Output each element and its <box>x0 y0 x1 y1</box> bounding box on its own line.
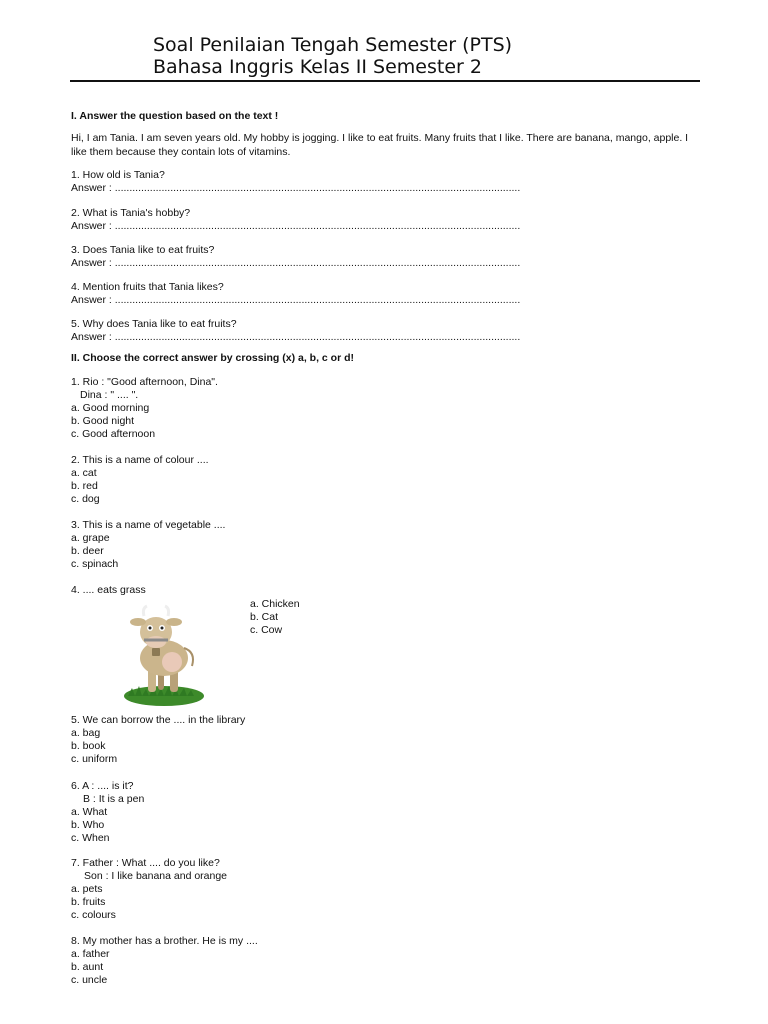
mc-option: c. uncle <box>71 974 108 986</box>
mc-question-2: 2. This is a name of colour .... <box>71 454 209 466</box>
mc-option: b. Who <box>71 819 105 831</box>
mc-question-3: 3. This is a name of vegetable .... <box>71 519 226 531</box>
mc-option: b. fruits <box>71 896 106 908</box>
header-title: Soal Penilaian Tengah Semester (PTS) <box>153 34 513 56</box>
mc-option: a. cat <box>71 467 97 479</box>
mc-question-8: 8. My mother has a brother. He is my .... <box>71 935 258 947</box>
section2-heading: II. Choose the correct answer by crossing (x) a, b, c or d! <box>71 352 354 364</box>
mc-question-4: 4. .... eats grass <box>71 584 146 596</box>
mc-option: c. colours <box>71 909 116 921</box>
answer-line-4: Answer : ........................................................................................................................................... <box>71 294 521 306</box>
answer-line-1: Answer : ........................................................................................................................................... <box>71 182 521 194</box>
essay-question-2: 2. What is Tania's hobby? <box>71 207 191 219</box>
header-subtitle: Bahasa Inggris Kelas II Semester 2 <box>153 56 482 78</box>
mc-option: c. dog <box>71 493 100 505</box>
essay-question-4: 4. Mention fruits that Tania likes? <box>71 281 224 293</box>
cow-illustration <box>122 604 206 708</box>
mc-option: b. aunt <box>71 961 104 973</box>
section1-heading: I. Answer the question based on the text ! <box>71 110 279 122</box>
mc-question-1-line2: Dina : " .... ". <box>80 389 139 401</box>
essay-question-3: 3. Does Tania like to eat fruits? <box>71 244 215 256</box>
answer-line-3: Answer : ........................................................................................................................................... <box>71 257 521 269</box>
mc-option: a. grape <box>71 532 110 544</box>
answer-line-5: Answer : ........................................................................................................................................... <box>71 331 521 343</box>
mc-option: a. Good morning <box>71 402 150 414</box>
mc-option: a. father <box>71 948 110 960</box>
section1-reading-text: Hi, I am Tania. I am seven years old. My hobby is jogging. I like to eat fruits. Many fruits that I like. There are banana, mango, apple. I like them because they contain lots of vitamins. <box>71 132 689 158</box>
essay-question-5: 5. Why does Tania like to eat fruits? <box>71 318 237 330</box>
mc-question-6: 6. A : .... is it? <box>71 780 134 792</box>
mc-option: b. book <box>71 740 106 752</box>
mc-option: c. spinach <box>71 558 119 570</box>
mc-option: c. Cow <box>250 624 283 636</box>
header-divider <box>70 80 700 82</box>
mc-question-7: 7. Father : What .... do you like? <box>71 857 220 869</box>
mc-option: b. Good night <box>71 415 135 427</box>
mc-option: a. What <box>71 806 108 818</box>
mc-option: a. Chicken <box>250 598 300 610</box>
essay-question-1: 1. How old is Tania? <box>71 169 165 181</box>
mc-option: c. When <box>71 832 110 844</box>
mc-question-5: 5. We can borrow the .... in the library <box>71 714 246 726</box>
document-header <box>153 34 512 78</box>
mc-option: a. bag <box>71 727 101 739</box>
mc-option: c. uniform <box>71 753 118 765</box>
answer-line-2: Answer : ........................................................................................................................................... <box>71 220 521 232</box>
mc-question-1: 1. Rio : "Good afternoon, Dina". <box>71 376 218 388</box>
mc-option: b. deer <box>71 545 104 557</box>
mc-question-7-line2: Son : I like banana and orange <box>84 870 228 882</box>
mc-question-6-line2: B : It is a pen <box>83 793 145 805</box>
mc-option: b. Cat <box>250 611 279 623</box>
mc-option: b. red <box>71 480 98 492</box>
mc-option: a. pets <box>71 883 103 895</box>
mc-option: c. Good afternoon <box>71 428 156 440</box>
